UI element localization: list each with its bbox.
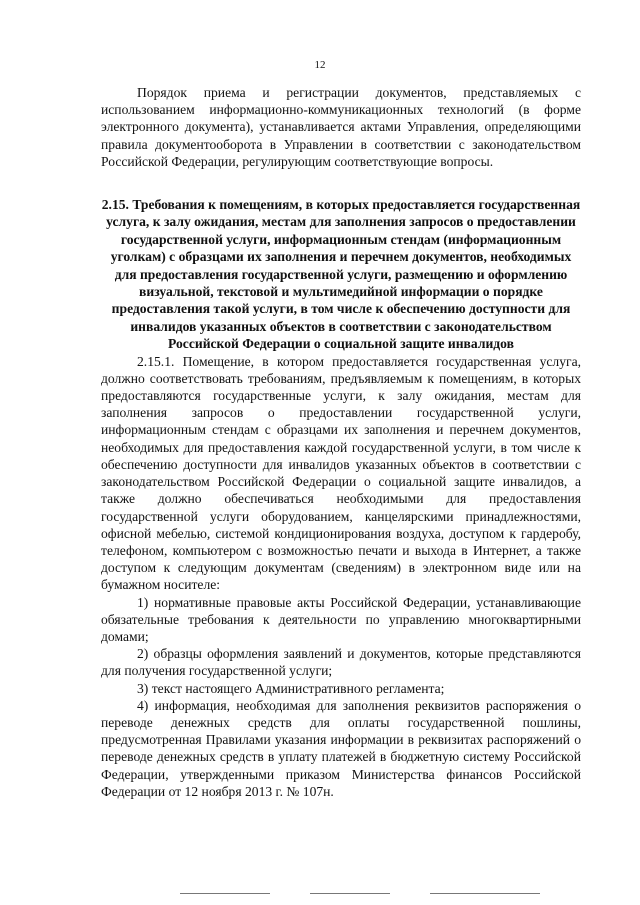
- list-item-1: 1) нормативные правовые акты Российской Федерации, устанавливающие обязательные требования к деятельности по управлению многоквартирными домами;: [101, 594, 581, 644]
- intro-paragraph: Порядок приема и регистрации документов, представляемых с использованием информационно-коммуникационных технологий (в форме электронного документа), устанавливается актами Управления, определяющими правила документооборота в Управлении в соответствии с законодательством Российской Федерации, регулирующим соответствующие вопросы.: [101, 85, 581, 169]
- section-heading: 2.15. Требования к помещениям, в которых предоставляется государственная услуга, к залу ожидания, местам для заполнения запросов о предоставлении государственной услуги, информационным стендам (информационным уголкам) с образцами их заполнения и перечнем документов, необходимых для предоставления государственной услуги, размещению и оформлению визуальной, текстовой и мультимедийной информации о порядке предоставления такой услуги, в том числе к обеспечению доступности для инвалидов указанных объектов в соответствии с законодательством Российской Федерации о социальной защите инвалидов: [101, 197, 581, 352]
- footer-scan-lines: [180, 893, 600, 899]
- page-number: 12: [314, 59, 326, 71]
- list-item-2: 2) образцы оформления заявлений и документов, которые представляются для получения государственной услуги;: [101, 646, 581, 679]
- list-item-4: 4) информация, необходимая для заполнения реквизитов распоряжения о переводе денежных средств для оплаты государственной пошлины, предусмотренная Правилами указания информации в реквизитах распоряжений о переводе денежных средств в уплату платежей в бюджетную систему Российской Федерации, утвержденными приказом Министерства финансов Российской Федерации от 12 ноября 2013 г. № 107н.: [101, 697, 581, 799]
- document-body: [101, 84, 581, 800]
- list-item-3: 3) текст настоящего Административного регламента;: [137, 680, 445, 696]
- paragraph-2-15-1: 2.15.1. Помещение, в котором предоставляется государственная услуга, должно соответствовать требованиям, предъявляемым к помещениям, в которых предоставляются государственные услуги, к залу ожидания, местам для заполнения запросов о предоставлении государственной услуги, информационным стендам с образцами их заполнения и перечнем документов, необходимых для предоставления каждой государственной услуги, в том числе к обеспечению доступности для инвалидов указанных объектов в соответствии с законодательством Российской Федерации о социальной защите инвалидов, а также должно обеспечиваться необходимыми для предоставления государственной услуги оборудованием, канцелярскими принадлежностями, офисной мебелью, системой кондиционирования воздуха, доступом к гардеробу, телефоном, компьютером с возможностью печати и выхода в Интернет, а также доступом к следующим документам (сведениям) в электронном виде или на бумажном носителе:: [101, 353, 581, 593]
